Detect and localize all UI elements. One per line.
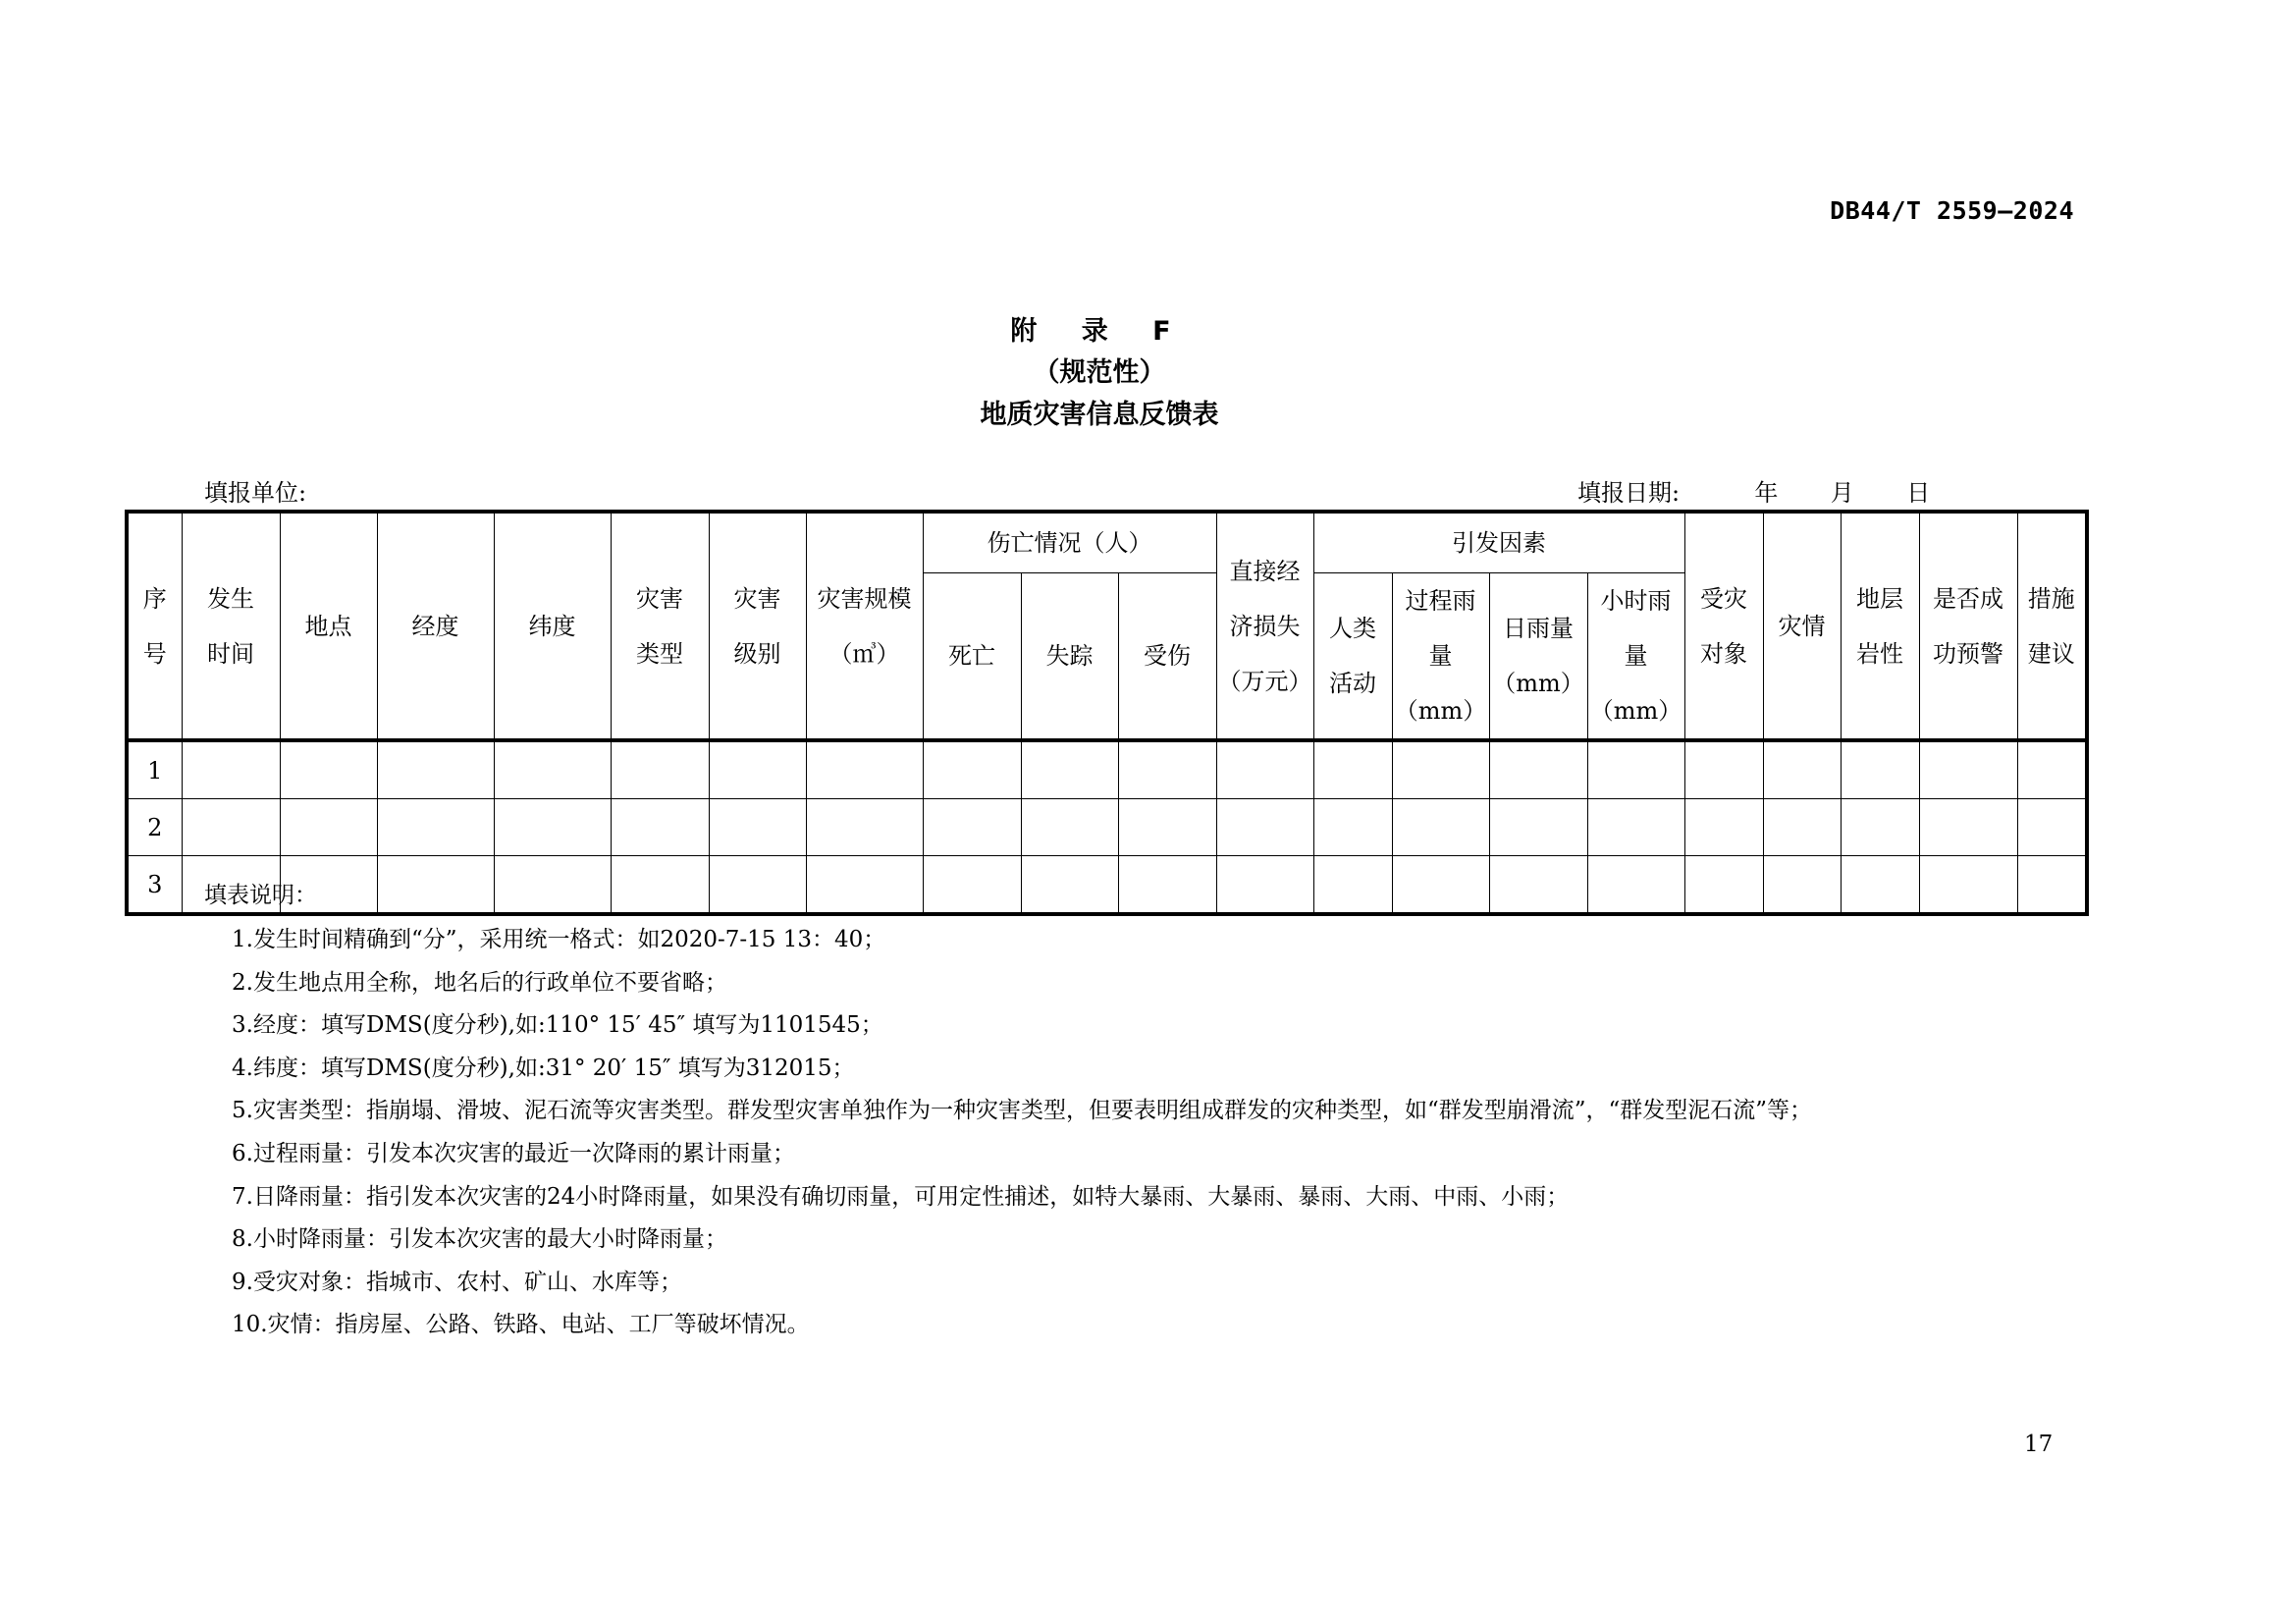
table-cell[interactable] xyxy=(1216,799,1313,856)
table-cell[interactable] xyxy=(1841,856,1919,915)
table-cell[interactable] xyxy=(1392,740,1489,799)
instruction-item: 7.日降雨量：指引发本次灾害的24小时降雨量，如果没有确切雨量，可用定性捕述，如特大暴雨、大暴雨、暴雨、大雨、中雨、小雨； xyxy=(232,1183,1570,1210)
reporting-date-label: 填报日期: xyxy=(1577,479,1681,507)
table-cell[interactable] xyxy=(1021,740,1118,799)
col-header-disaster-type: 灾害 类型 xyxy=(611,512,709,740)
instructions xyxy=(204,877,1812,1347)
date-day-label: 日 xyxy=(1906,479,1931,507)
table-cell[interactable] xyxy=(1841,799,1919,856)
table-cell[interactable] xyxy=(280,740,377,799)
col-header-daily-rainfall: 日雨量 （mm） xyxy=(1489,573,1587,741)
col-header-process-rainfall: 过程雨 量（mm） xyxy=(1392,573,1489,741)
col-header-latitude: 纬度 xyxy=(494,512,611,740)
form-title: 地质灾害信息反馈表 xyxy=(980,400,1219,430)
table-row xyxy=(127,799,2087,856)
group-header-trigger-factors: 引发因素 xyxy=(1313,512,1684,573)
table-cell[interactable] xyxy=(1587,799,1684,856)
table-cell[interactable] xyxy=(1919,799,2017,856)
col-header-measures: 措施 建议 xyxy=(2017,512,2087,740)
table-cell[interactable] xyxy=(280,799,377,856)
table-cell[interactable] xyxy=(1684,740,1763,799)
col-header-seq: 序 号 xyxy=(127,512,182,740)
instruction-item: 6.过程雨量：引发本次灾害的最近一次降雨的累计雨量； xyxy=(232,1140,795,1166)
table-cell[interactable] xyxy=(1392,799,1489,856)
table-row xyxy=(127,740,2087,799)
table-cell[interactable] xyxy=(2017,740,2087,799)
instructions-heading: 填表说明： xyxy=(204,883,317,908)
table-cell[interactable] xyxy=(182,740,280,799)
table-cell[interactable] xyxy=(1489,740,1587,799)
appendix-type: （规范性） xyxy=(1033,357,1166,388)
table-cell[interactable] xyxy=(1763,799,1841,856)
table-cell[interactable] xyxy=(709,740,806,799)
date-year-label: 年 xyxy=(1754,479,1779,507)
table-cell[interactable] xyxy=(1021,799,1118,856)
col-header-location: 地点 xyxy=(280,512,377,740)
table-cell[interactable] xyxy=(2017,799,2087,856)
instruction-item: 8.小时降雨量：引发本次灾害的最大小时降雨量； xyxy=(232,1226,727,1253)
table-cell[interactable] xyxy=(1684,799,1763,856)
group-header-casualty: 伤亡情况（人） xyxy=(923,512,1216,573)
table-cell[interactable] xyxy=(806,740,923,799)
col-header-hourly-rainfall: 小时雨 量（mm） xyxy=(1587,573,1684,741)
col-header-disaster-level: 灾害 级别 xyxy=(709,512,806,740)
col-header-economic-loss: 直接经 济损失 （万元） xyxy=(1216,512,1313,740)
table-cell[interactable] xyxy=(1587,740,1684,799)
table-cell[interactable] xyxy=(1313,799,1392,856)
table-cell[interactable] xyxy=(611,799,709,856)
col-header-dead: 死亡 xyxy=(923,573,1021,741)
standard-code: DB44/T 2559—2024 xyxy=(1830,196,2074,225)
date-month-label: 月 xyxy=(1830,479,1854,507)
col-header-time: 发生 时间 xyxy=(182,512,280,740)
table-cell[interactable] xyxy=(1763,740,1841,799)
row-number: 1 xyxy=(127,740,182,799)
col-header-warning: 是否成 功预警 xyxy=(1919,512,2017,740)
page-number: 17 xyxy=(2024,1432,2054,1457)
row-number: 3 xyxy=(127,856,182,915)
table-cell[interactable] xyxy=(1919,856,2017,915)
table-cell[interactable] xyxy=(182,799,280,856)
reporting-unit-label: 填报单位: xyxy=(204,479,307,507)
table-cell[interactable] xyxy=(611,740,709,799)
instruction-item: 10.灾情：指房屋、公路、铁路、电站、工厂等破坏情况。 xyxy=(232,1312,810,1338)
col-header-human-activity: 人类 活动 xyxy=(1313,573,1392,741)
col-header-disaster-scale: 灾害规模 （㎥） xyxy=(806,512,923,740)
table-cell[interactable] xyxy=(923,799,1021,856)
table-cell[interactable] xyxy=(806,799,923,856)
col-header-affected-target: 受灾 对象 xyxy=(1684,512,1763,740)
table-cell[interactable] xyxy=(923,740,1021,799)
table-cell[interactable] xyxy=(377,740,494,799)
reporting-date xyxy=(1577,473,1930,508)
table-cell[interactable] xyxy=(1216,740,1313,799)
table-cell[interactable] xyxy=(1118,799,1216,856)
instruction-item: 3.经度：填写DMS(度分秒),如:110° 15′ 45″ 填写为1101545； xyxy=(232,1012,883,1039)
table-cell[interactable] xyxy=(1313,740,1392,799)
table-cell[interactable] xyxy=(494,799,611,856)
table-cell[interactable] xyxy=(1489,799,1587,856)
table-cell[interactable] xyxy=(2017,856,2087,915)
table-cell[interactable] xyxy=(1118,740,1216,799)
col-header-strata: 地层 岩性 xyxy=(1841,512,1919,740)
col-header-longitude: 经度 xyxy=(377,512,494,740)
disaster-feedback-table xyxy=(125,510,2089,916)
table-cell[interactable] xyxy=(494,740,611,799)
table-cell[interactable] xyxy=(1919,740,2017,799)
col-header-missing: 失踪 xyxy=(1021,573,1118,741)
instruction-item: 9.受灾对象：指城市、农村、矿山、水库等； xyxy=(232,1269,682,1295)
col-header-situation: 灾情 xyxy=(1763,512,1841,740)
table-cell[interactable] xyxy=(1841,740,1919,799)
table-cell[interactable] xyxy=(709,799,806,856)
instruction-item: 1.发生时间精确到“分”，采用统一格式：如2020-7-15 13：40； xyxy=(232,927,886,952)
appendix-title: 附 录 F xyxy=(1010,316,1189,347)
col-header-injured: 受伤 xyxy=(1118,573,1216,741)
instruction-item: 2.发生地点用全称，地名后的行政单位不要省略； xyxy=(232,969,727,996)
row-number: 2 xyxy=(127,799,182,856)
instruction-item: 4.纬度：填写DMS(度分秒),如:31° 20′ 15″ 填写为312015； xyxy=(232,1055,855,1081)
table-cell[interactable] xyxy=(377,799,494,856)
instruction-item: 5.灾害类型：指崩塌、滑坡、泥石流等灾害类型。群发型灾害单独作为一种灾害类型，但要表明组成群发的灾种类型，如“群发型崩滑流”，“群发型泥石流”等； xyxy=(232,1098,1812,1124)
